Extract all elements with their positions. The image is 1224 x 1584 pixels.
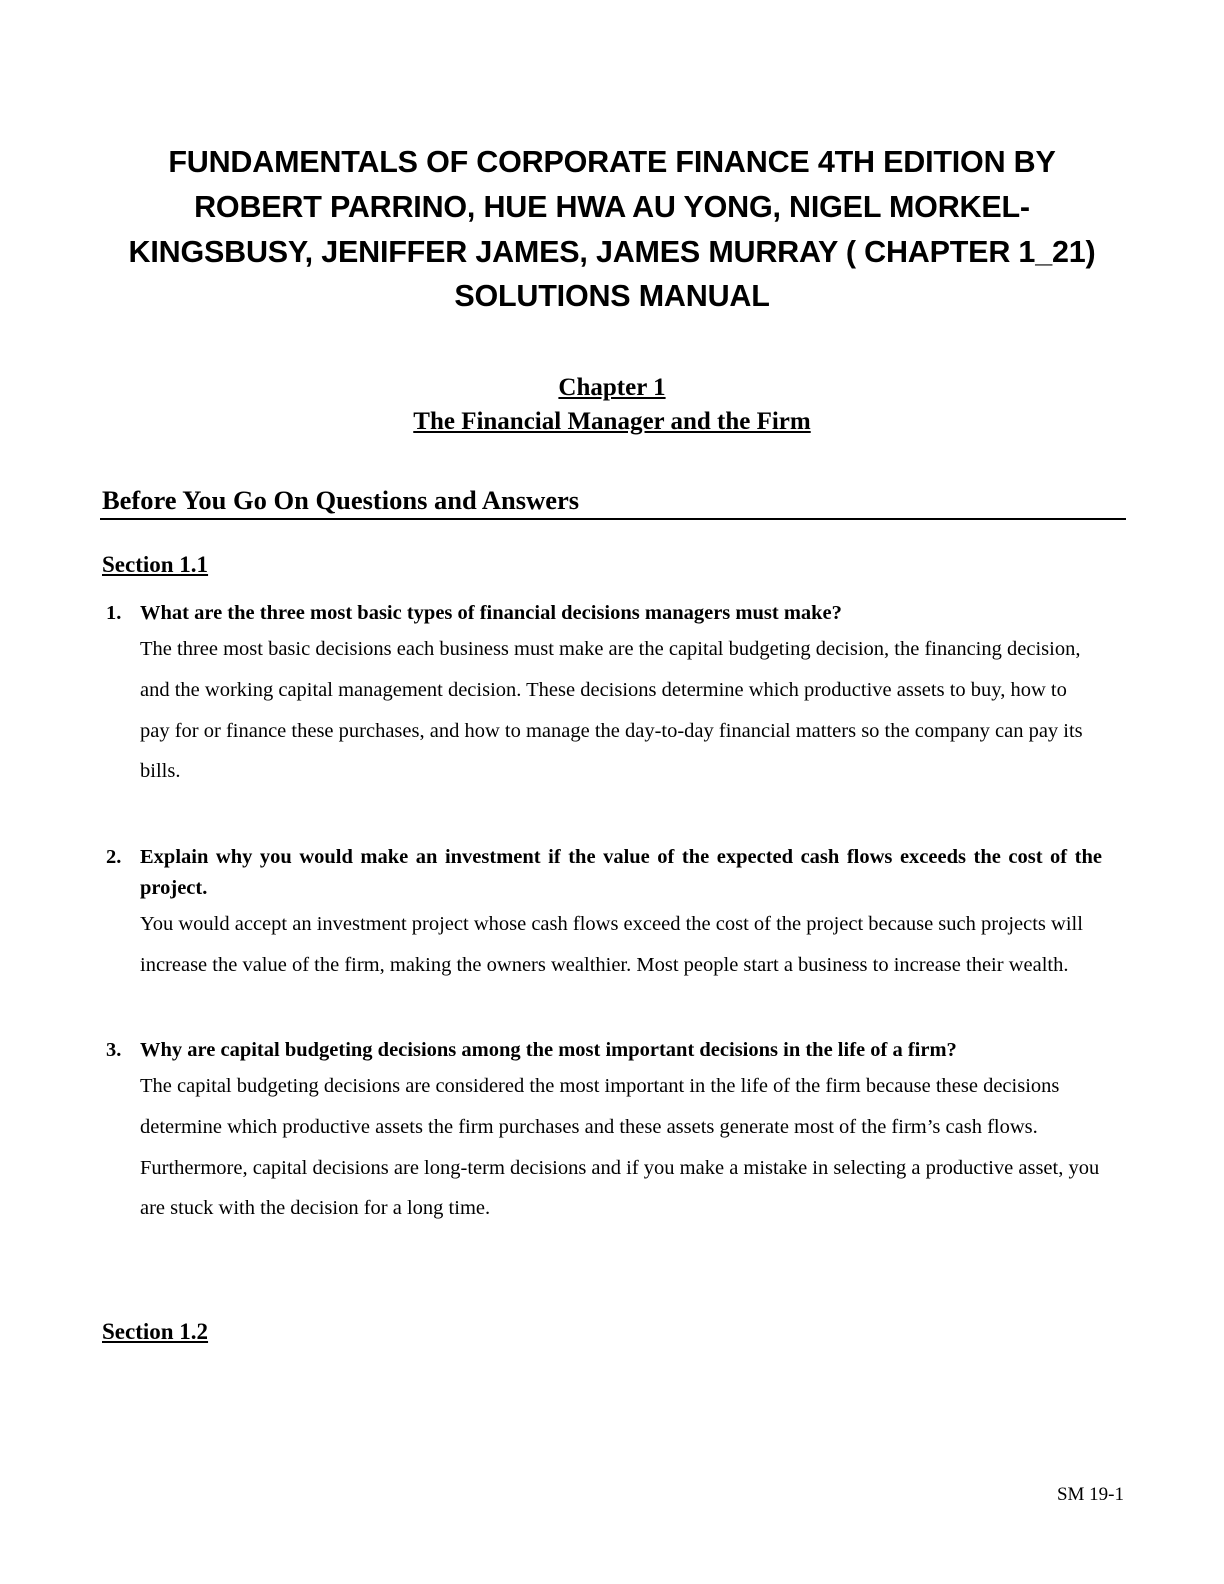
chapter-title: The Financial Manager and the Firm bbox=[413, 408, 811, 436]
question-number-2: 2. bbox=[106, 845, 122, 868]
question-text-2: Explain why you would make an investment if the value of the expected cash flows exceeds the cost of the project. bbox=[140, 845, 1102, 899]
spacer bbox=[100, 985, 1124, 1015]
question-number-3: 3. bbox=[106, 1039, 122, 1062]
section-1-2-heading: Section 1.2 bbox=[102, 1318, 209, 1344]
qa-item-2 bbox=[100, 842, 1124, 985]
question-number-1: 1. bbox=[106, 602, 122, 625]
qa-item-3 bbox=[100, 1035, 1124, 1228]
answer-text-1: The three most basic decisions each business must make are the capital budgeting decision, the financing decision, and the working capital management decision. These decisions determine which productive assets to buy, how to pay for or finance these purchases, and how to manage the day-to-day financial matters so the company can pay its bills. bbox=[140, 638, 1083, 783]
chapter-heading bbox=[100, 371, 1124, 439]
before-you-go-on-heading bbox=[100, 485, 1126, 520]
page-title: FUNDAMENTALS OF CORPORATE FINANCE 4TH EDITION BY ROBERT PARRINO, HUE HWA AU YONG, NIGEL MORKEL-KINGSBUSY, JENIFFER JAMES, JAMES MURRAY ( CHAPTER 1_21) SOLUTIONS MANUAL bbox=[128, 145, 1096, 314]
question-text-1: What are the three most basic types of financial decisions managers must make? bbox=[140, 602, 842, 625]
section-1-1-heading: Section 1.1 bbox=[102, 552, 209, 578]
question-row-3 bbox=[102, 1035, 1124, 1066]
question-text-3: Why are capital budgeting decisions among the most important decisions in the life of a firm? bbox=[140, 1039, 957, 1062]
answer-text-3: The capital budgeting decisions are considered the most important in the life of the firm because these decisions determine which productive assets the firm purchases and these assets generate most of the firm’s cash flows. Furthermore, capital decisions are long-term decisions and if you make a mistake in selecting a productive asset, you are stuck with the decision for a long time. bbox=[140, 1075, 1100, 1220]
question-row-2 bbox=[102, 842, 1124, 904]
section-1-1 bbox=[100, 520, 1124, 1228]
page-footer: SM 19-1 bbox=[1056, 1484, 1124, 1505]
spacer bbox=[100, 792, 1124, 822]
qa-item-1 bbox=[100, 598, 1124, 791]
answer-text-2: You would accept an investment project whose cash flows exceed the cost of the project because such projects will increase the value of the firm, making the owners wealthier. Most people start a business to increase their wealth. bbox=[140, 913, 1083, 976]
section-1-2 bbox=[100, 1287, 1124, 1345]
before-you-go-on-heading-label: Before You Go On Questions and Answers bbox=[102, 485, 580, 516]
chapter-label: Chapter 1 bbox=[558, 374, 666, 402]
question-row-1 bbox=[102, 598, 1124, 629]
